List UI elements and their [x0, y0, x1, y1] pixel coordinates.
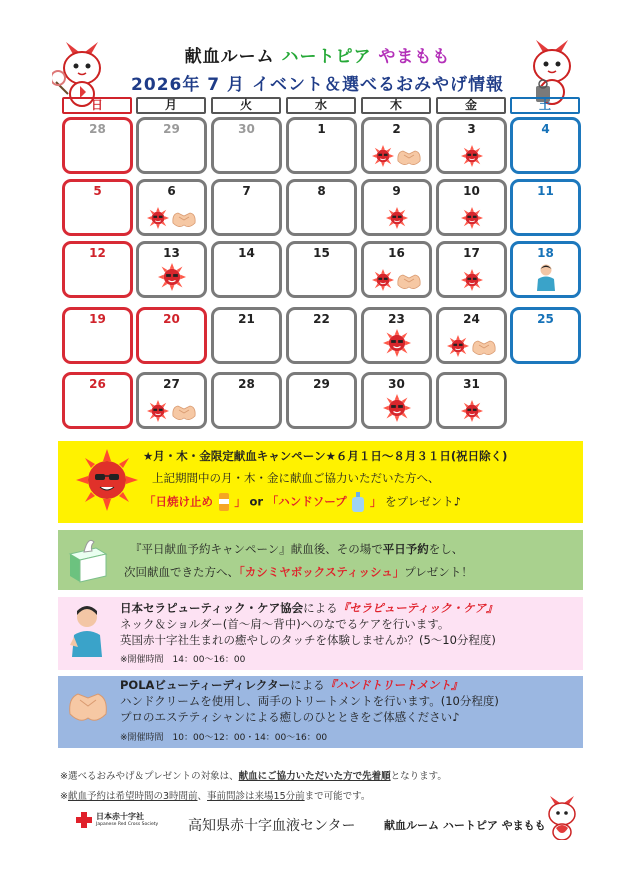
day-number: 11 [537, 184, 554, 198]
day-number: 23 [388, 312, 405, 326]
calendar-day [286, 117, 357, 174]
hand-line2: ハンドクリームを使用し、両手のトリートメントを行います。(10分程度) [120, 694, 499, 708]
weekday-label: 日 [62, 97, 132, 114]
day-icons [439, 400, 504, 422]
hand-massage-icon [396, 271, 422, 291]
note-2b: 献血予約は希望時間の3時間前 [67, 791, 198, 802]
hand-org: POLAビューティーディレクター [120, 678, 291, 692]
calendar-day [136, 179, 207, 236]
weekday-label: 木 [361, 97, 431, 114]
day-number: 15 [313, 246, 330, 260]
day-icons [364, 207, 429, 229]
hand-by: による [290, 678, 325, 692]
sun-face-icon [158, 263, 186, 291]
day-icons [439, 145, 504, 167]
sunscreen-label-close: 」 [234, 494, 246, 509]
day-number: 30 [388, 377, 405, 391]
campaign2-line1 [130, 540, 463, 559]
campaign2-name: 『平日献血予約キャンペーン』 [130, 542, 291, 556]
day-number: 28 [238, 377, 255, 391]
present-label: をプレゼント♪ [385, 494, 461, 509]
calendar-day [361, 241, 432, 298]
sun-face-icon [461, 145, 483, 167]
day-icons [439, 269, 504, 291]
day-number: 30 [238, 122, 255, 136]
sun-face-icon [372, 269, 394, 291]
therapy-time: ※開催時間 14：00～16：00 [120, 655, 246, 665]
campaign2-line2-text: 次回献血できた方へ、 [124, 565, 239, 579]
calendar-day [286, 307, 357, 364]
note-2 [60, 788, 370, 802]
day-number: 29 [313, 377, 330, 391]
calendar-day [211, 179, 282, 236]
red-cross-icon [76, 812, 92, 828]
calendar-day [62, 307, 133, 364]
day-icons [139, 263, 204, 291]
handsoap-label-close: 」 [369, 494, 382, 509]
day-number: 13 [163, 246, 180, 260]
campaign1-line2: 上記期間中の月・木・金に献血ご協力いただいた方へ、 [152, 471, 440, 485]
day-number: 21 [238, 312, 255, 326]
calendar-day [62, 372, 133, 429]
calendar-day [62, 241, 133, 298]
day-number: 3 [467, 122, 476, 136]
calendar-day [436, 241, 507, 298]
summer-campaign-banner [58, 441, 583, 523]
day-number: 29 [163, 122, 180, 136]
hand-line3: プロのエステティシャンによる癒しのひとときをご体感ください♪ [120, 710, 460, 724]
therapist-icon [68, 605, 106, 657]
jrc-logo [76, 810, 158, 832]
sun-face-icon [147, 400, 169, 422]
calendar-day [286, 179, 357, 236]
calendar-day [136, 307, 207, 364]
weekday-label: 金 [436, 97, 506, 114]
day-number: 2 [392, 122, 401, 136]
campaign2-line1-rest: 献血後、その場で [290, 542, 383, 556]
day-icons [364, 329, 429, 357]
campaign2-item: 「カシミヤボックスティッシュ」 [239, 565, 405, 579]
sun-face-icon [461, 400, 483, 422]
day-number: 20 [163, 312, 180, 326]
logo-jp: 日本赤十字社 [96, 812, 144, 821]
day-number: 8 [317, 184, 326, 198]
calendar-day [136, 117, 207, 174]
or-label: or [249, 494, 264, 509]
hand-treatment-banner [58, 676, 583, 748]
note-1b: 献血にご協力いただいた方で先着順 [238, 771, 391, 782]
therapy-line3: 英国赤十字社生まれの癒やしのタッチを体験しませんか？(5～10分程度) [120, 633, 496, 647]
day-icons [364, 269, 429, 291]
sun-face-icon [461, 269, 483, 291]
subtitle-month: 7 [207, 75, 221, 95]
therapy-org: 日本セラピューティック・ケア協会 [120, 601, 304, 615]
weekday-label: 月 [136, 97, 206, 114]
day-icons [439, 207, 504, 229]
calendar-day [211, 241, 282, 298]
calendar-day [286, 372, 357, 429]
day-icons [364, 394, 429, 422]
campaign2-present: プレゼント！ [404, 565, 473, 579]
calendar-day [436, 372, 507, 429]
tissue-box-icon [66, 536, 110, 584]
day-icons [364, 145, 429, 167]
sunscreen-icon [217, 492, 231, 512]
calendar-day [286, 241, 357, 298]
hand-time: ※開催時間 10：00～12：00・14：00～16：00 [120, 733, 328, 743]
calendar-day [436, 179, 507, 236]
subtitle-year: 2026年 [131, 75, 201, 95]
calendar-day [361, 307, 432, 364]
footer-room-name: 献血ルーム ハートピア やまもも [384, 819, 546, 832]
sun-face-icon [386, 207, 408, 229]
calendar-day [436, 307, 507, 364]
calendar-day [136, 372, 207, 429]
hands-icon [66, 684, 110, 728]
sun-face-icon [461, 207, 483, 229]
campaign1-headline: ★月・木・金限定献血キャンペーン★６月１日～８月３１日(祝日除く) [143, 449, 508, 463]
calendar-day [211, 372, 282, 429]
sun-face-icon [447, 335, 469, 357]
day-number: 25 [537, 312, 554, 326]
day-number: 6 [167, 184, 176, 198]
hand-name: 『ハンドトリートメント』 [324, 678, 463, 692]
blood-center-name: 高知県赤十字血液センター [188, 818, 356, 834]
title-yamamomo: やまもも [378, 47, 451, 67]
therapist-icon [534, 263, 558, 291]
weekday-label: 火 [211, 97, 281, 114]
note-2a: ※ [60, 791, 68, 802]
day-number: 12 [89, 246, 106, 260]
sun-face-icon [383, 394, 411, 422]
day-number: 17 [463, 246, 480, 260]
sun-face-icon [383, 329, 411, 357]
day-number: 7 [242, 184, 251, 198]
campaign2-line1-end: をし、 [428, 542, 464, 556]
day-number: 18 [537, 246, 554, 260]
calendar-day [62, 179, 133, 236]
calendar-day [510, 241, 581, 298]
campaign1-line3 [144, 492, 461, 512]
day-icons [439, 335, 504, 357]
title-heartpia: ハートピア [281, 47, 372, 67]
sunscreen-label: 「日焼け止め [144, 494, 213, 509]
handsoap-label: 「ハンドソープ [266, 494, 347, 509]
day-number: 24 [463, 312, 480, 326]
calendar-day [361, 372, 432, 429]
note-2c: 、 [197, 791, 208, 802]
note-1 [60, 768, 447, 782]
calendar-day [510, 179, 581, 236]
calendar-day [510, 117, 581, 174]
day-icons [513, 263, 578, 291]
subtitle-rest: 月 イベント＆選べるおみやげ情報 [227, 75, 504, 95]
therapy-by: による [303, 601, 338, 615]
title-room: 献血ルーム [184, 47, 275, 67]
day-icons [139, 400, 204, 422]
day-number: 16 [388, 246, 405, 260]
day-number: 4 [541, 122, 550, 136]
logo-en: Japanese Red Cross Society [96, 822, 159, 827]
day-number: 10 [463, 184, 480, 198]
therapy-name: 『セラピューティック・ケア』 [337, 601, 498, 615]
handsoap-icon [350, 492, 366, 512]
day-number: 14 [238, 246, 255, 260]
day-number: 19 [89, 312, 106, 326]
day-number: 28 [89, 122, 106, 136]
calendar-day [361, 117, 432, 174]
note-2e: まで可能です。 [304, 791, 371, 802]
campaign2-line2 [124, 563, 473, 582]
day-number: 22 [313, 312, 330, 326]
calendar-day [361, 179, 432, 236]
note-1c: となります。 [390, 771, 447, 782]
campaign2-line1-bold: 平日予約 [382, 542, 429, 556]
note-2d: 事前問診は来場15分前 [207, 791, 305, 802]
weekday-label: 土 [510, 97, 580, 114]
hand-massage-icon [396, 147, 422, 167]
therapeutic-care-banner [58, 597, 583, 670]
weekday-label: 水 [286, 97, 356, 114]
day-number: 5 [93, 184, 102, 198]
hand-massage-icon [171, 402, 197, 422]
hand-massage-icon [171, 209, 197, 229]
day-number: 26 [89, 377, 106, 391]
calendar-day [436, 117, 507, 174]
mascot-small-icon [540, 796, 584, 840]
calendar-day [510, 307, 581, 364]
hand-massage-icon [471, 337, 497, 357]
day-icons [139, 207, 204, 229]
calendar-day [62, 117, 133, 174]
day-number: 27 [163, 377, 180, 391]
day-number: 31 [463, 377, 480, 391]
sun-face-icon [372, 145, 394, 167]
calendar-day [211, 307, 282, 364]
sun-face-icon [76, 449, 138, 511]
sun-face-icon [147, 207, 169, 229]
calendar-day [211, 117, 282, 174]
calendar-day [136, 241, 207, 298]
day-number: 1 [317, 122, 326, 136]
note-1a: ※選べるおみやげ＆プレゼントの対象は、 [60, 771, 239, 782]
day-number: 9 [392, 184, 401, 198]
therapy-line2: ネック＆ショルダー(首～肩～背中)へのなでるケアを行います。 [120, 617, 450, 631]
weekday-reservation-banner [58, 530, 583, 590]
